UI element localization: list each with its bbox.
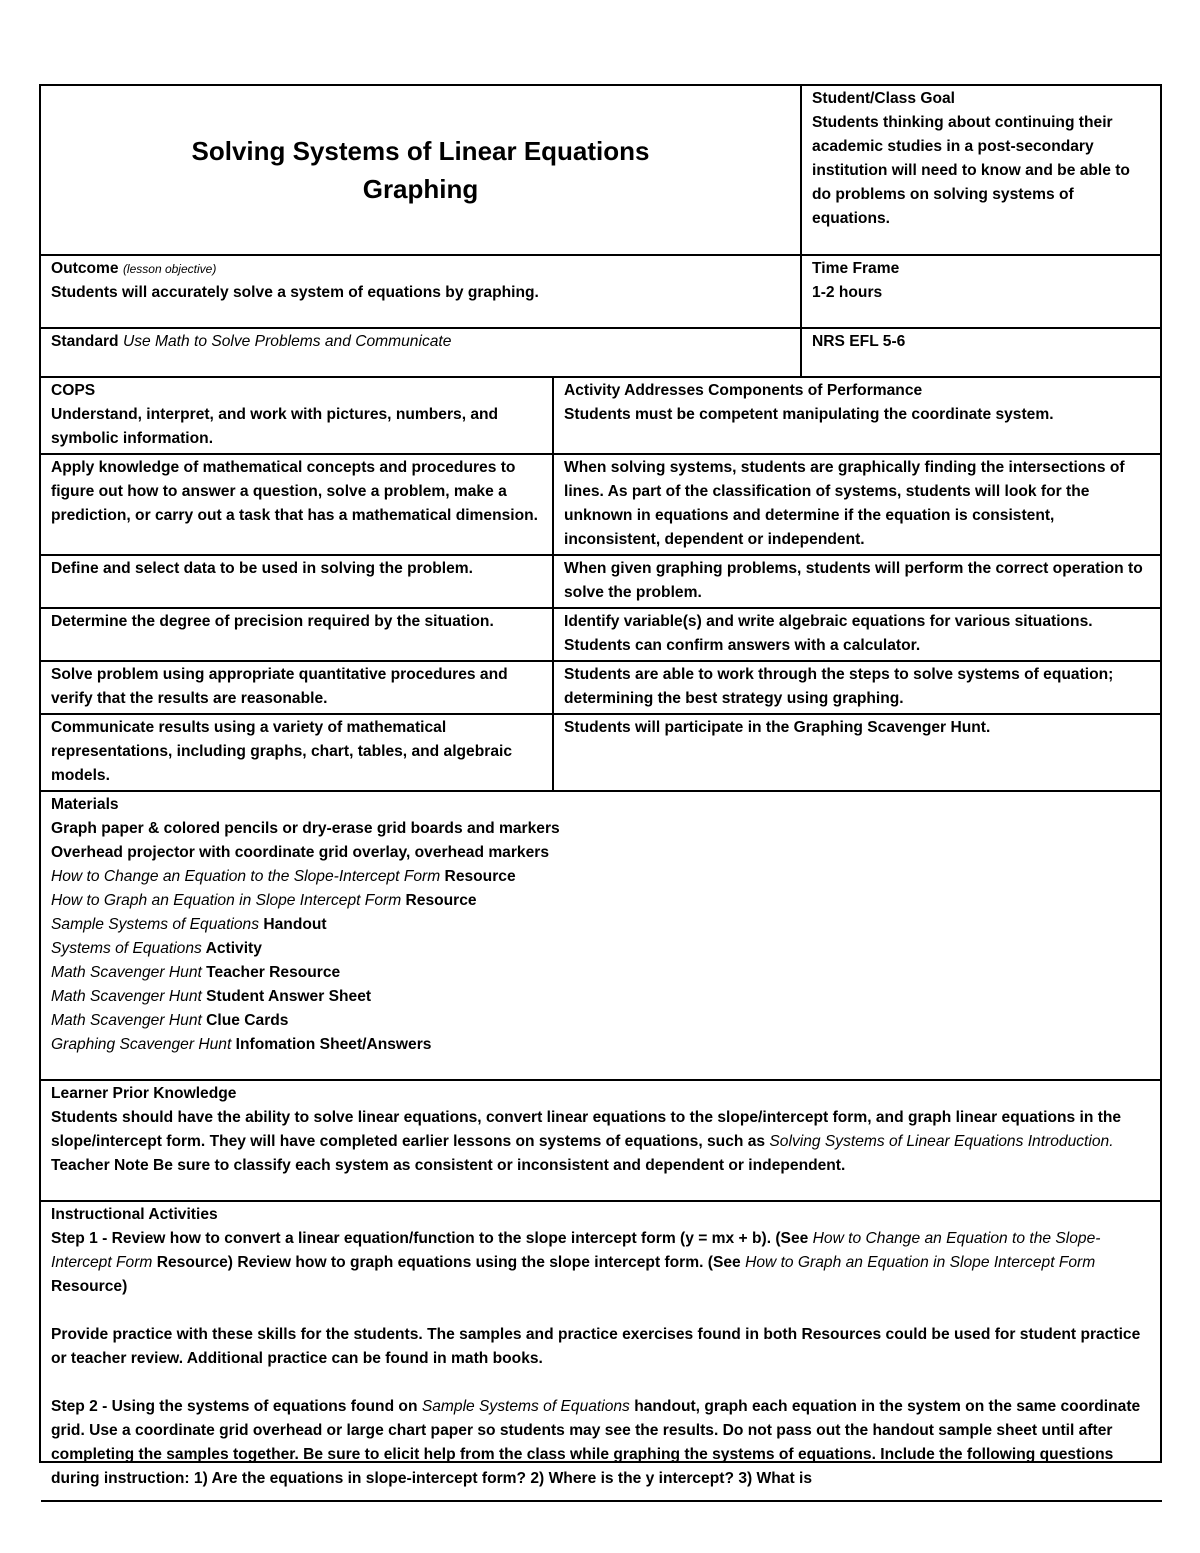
materials-item: How to Graph an Equation in Slope Intercept Form Resource (51, 892, 477, 909)
activity-cell: When solving systems, students are graphically finding the intersections of lines. As part of the classification of systems, students will look for the unknown in equations and determine if the equation is consistent, inconsistent, dependent or independent. (553, 454, 1162, 555)
cops-row (41, 714, 1162, 791)
step-2-text: Step 2 - Using the systems of equations found on Sample Systems of Equations handout, graph each equation in the system on the same coordinate grid. Use a coordinate grid overhead or large chart paper so students may see the results. Do not pass out the handout sample sheet until after completing the samples together. Be sure to elicit help from the class while graphing the systems of equations. Include the following questions during instruction: 1) Are the equations in slope-intercept form? 2) Where is the y intercept? 3) What is (51, 1398, 1141, 1487)
cops-header-cell (41, 377, 553, 454)
materials-item: Math Scavenger Hunt Student Answer Sheet (51, 988, 372, 1005)
standard-cell (41, 328, 801, 377)
instructional-cell (41, 1201, 1162, 1501)
materials-item: Math Scavenger Hunt Clue Cards (51, 1012, 289, 1029)
cops-header-row (41, 377, 1162, 454)
activity-header-text: Students must be competent manipulating the coordinate system. (564, 406, 1054, 423)
materials-item: Graphing Scavenger Hunt Infomation Sheet/Answers (51, 1036, 432, 1053)
cops-cell: Determine the degree of precision required by the situation. (41, 608, 553, 661)
cops-row (41, 555, 1162, 608)
title-row (41, 86, 1162, 255)
outcome-text: Students will accurately solve a system of equations by graphing. (51, 284, 539, 301)
title-cell (41, 86, 801, 255)
goal-label: Student/Class Goal (812, 90, 955, 107)
cops-row (41, 608, 1162, 661)
activity-cell: When given graphing problems, students will perform the correct operation to solve the problem. (553, 555, 1162, 608)
materials-label: Materials (51, 796, 119, 813)
cops-cell: Define and select data to be used in solving the problem. (41, 555, 553, 608)
goal-cell (801, 86, 1162, 255)
prior-knowledge-row (41, 1080, 1162, 1201)
materials-item: Systems of Equations Activity (51, 940, 262, 957)
activity-label: Activity Addresses Components of Performance (564, 382, 923, 399)
time-frame-label: Time Frame (812, 260, 900, 277)
cops-row (41, 454, 1162, 555)
lesson-plan-table (41, 86, 1162, 1502)
cops-cell: Apply knowledge of mathematical concepts and procedures to figure out how to answer a question, solve a problem, make a prediction, or carry out a task that has a mathematical dimension. (41, 454, 553, 555)
cops-header-text: Understand, interpret, and work with pictures, numbers, and symbolic information. (51, 406, 499, 447)
step-1-text: Step 1 - Review how to convert a linear equation/function to the slope intercept form (y = mx + b). (See How to Change an Equation to the Slope-Intercept Form Resource) Review how to graph equations using the slope intercept form. (See How to Graph an Equation in Slope Intercept Form Resource) (51, 1230, 1101, 1295)
standard-row (41, 328, 1162, 377)
prior-knowledge-label: Learner Prior Knowledge (51, 1085, 237, 1102)
lesson-plan-page (39, 84, 1162, 1487)
practice-text: Provide practice with these skills for the students. The samples and practice exercises found in both Resources could be used for student practice or teacher review. Additional practice can be found in math books. (51, 1326, 1141, 1367)
cops-row (41, 661, 1162, 714)
activity-cell: Students are able to work through the steps to solve systems of equation; determining the best strategy using graphing. (553, 661, 1162, 714)
outcome-label: Outcome (51, 260, 119, 277)
time-frame-cell (801, 255, 1162, 328)
activity-cell: Students will participate in the Graphing Scavenger Hunt. (553, 714, 1162, 791)
lesson-title: Solving Systems of Linear Equations (191, 135, 650, 166)
materials-item: Overhead projector with coordinate grid overlay, overhead markers (51, 844, 550, 861)
nrs-cell (801, 328, 1162, 377)
prior-knowledge-text: Students should have the ability to solve linear equations, convert linear equations to the slope/intercept form, and graph linear equations in the slope/intercept form. They will have completed earlier lessons on systems of equations, such as Solving Systems of Linear Equations Introduction. Teacher Note Be sure to classify each system as consistent or inconsistent and dependent or independent. (51, 1109, 1122, 1174)
time-frame-value: 1-2 hours (812, 284, 883, 301)
prior-knowledge-cell (41, 1080, 1162, 1201)
materials-item: Sample Systems of Equations Handout (51, 916, 327, 933)
activity-header-cell (553, 377, 1162, 454)
outcome-sublabel: (lesson objective) (122, 262, 217, 276)
materials-item: Math Scavenger Hunt Teacher Resource (51, 964, 341, 981)
lesson-subtitle: Graphing (362, 173, 479, 204)
materials-row (41, 791, 1162, 1080)
cops-cell: Communicate results using a variety of mathematical representations, including graphs, chart, tables, and algebraic models. (41, 714, 553, 791)
instructional-label: Instructional Activities (51, 1206, 218, 1223)
materials-cell (41, 791, 1162, 1080)
materials-item: Graph paper & colored pencils or dry-erase grid boards and markers (51, 820, 560, 837)
materials-item: How to Change an Equation to the Slope-Intercept Form Resource (51, 868, 516, 885)
standard-label: Standard (51, 333, 119, 350)
nrs-value: NRS EFL 5-6 (812, 333, 906, 350)
outcome-cell (41, 255, 801, 328)
outcome-row (41, 255, 1162, 328)
activity-cell: Identify variable(s) and write algebraic equations for various situations. Students can confirm answers with a calculator. (553, 608, 1162, 661)
instructional-row (41, 1201, 1162, 1501)
cops-cell: Solve problem using appropriate quantitative procedures and verify that the results are reasonable. (41, 661, 553, 714)
cops-label: COPS (51, 382, 96, 399)
standard-value: Use Math to Solve Problems and Communicate (122, 333, 452, 350)
goal-text: Students thinking about continuing their academic studies in a post-secondary institution will need to know and be able to do problems on solving systems of equations. (812, 114, 1130, 227)
